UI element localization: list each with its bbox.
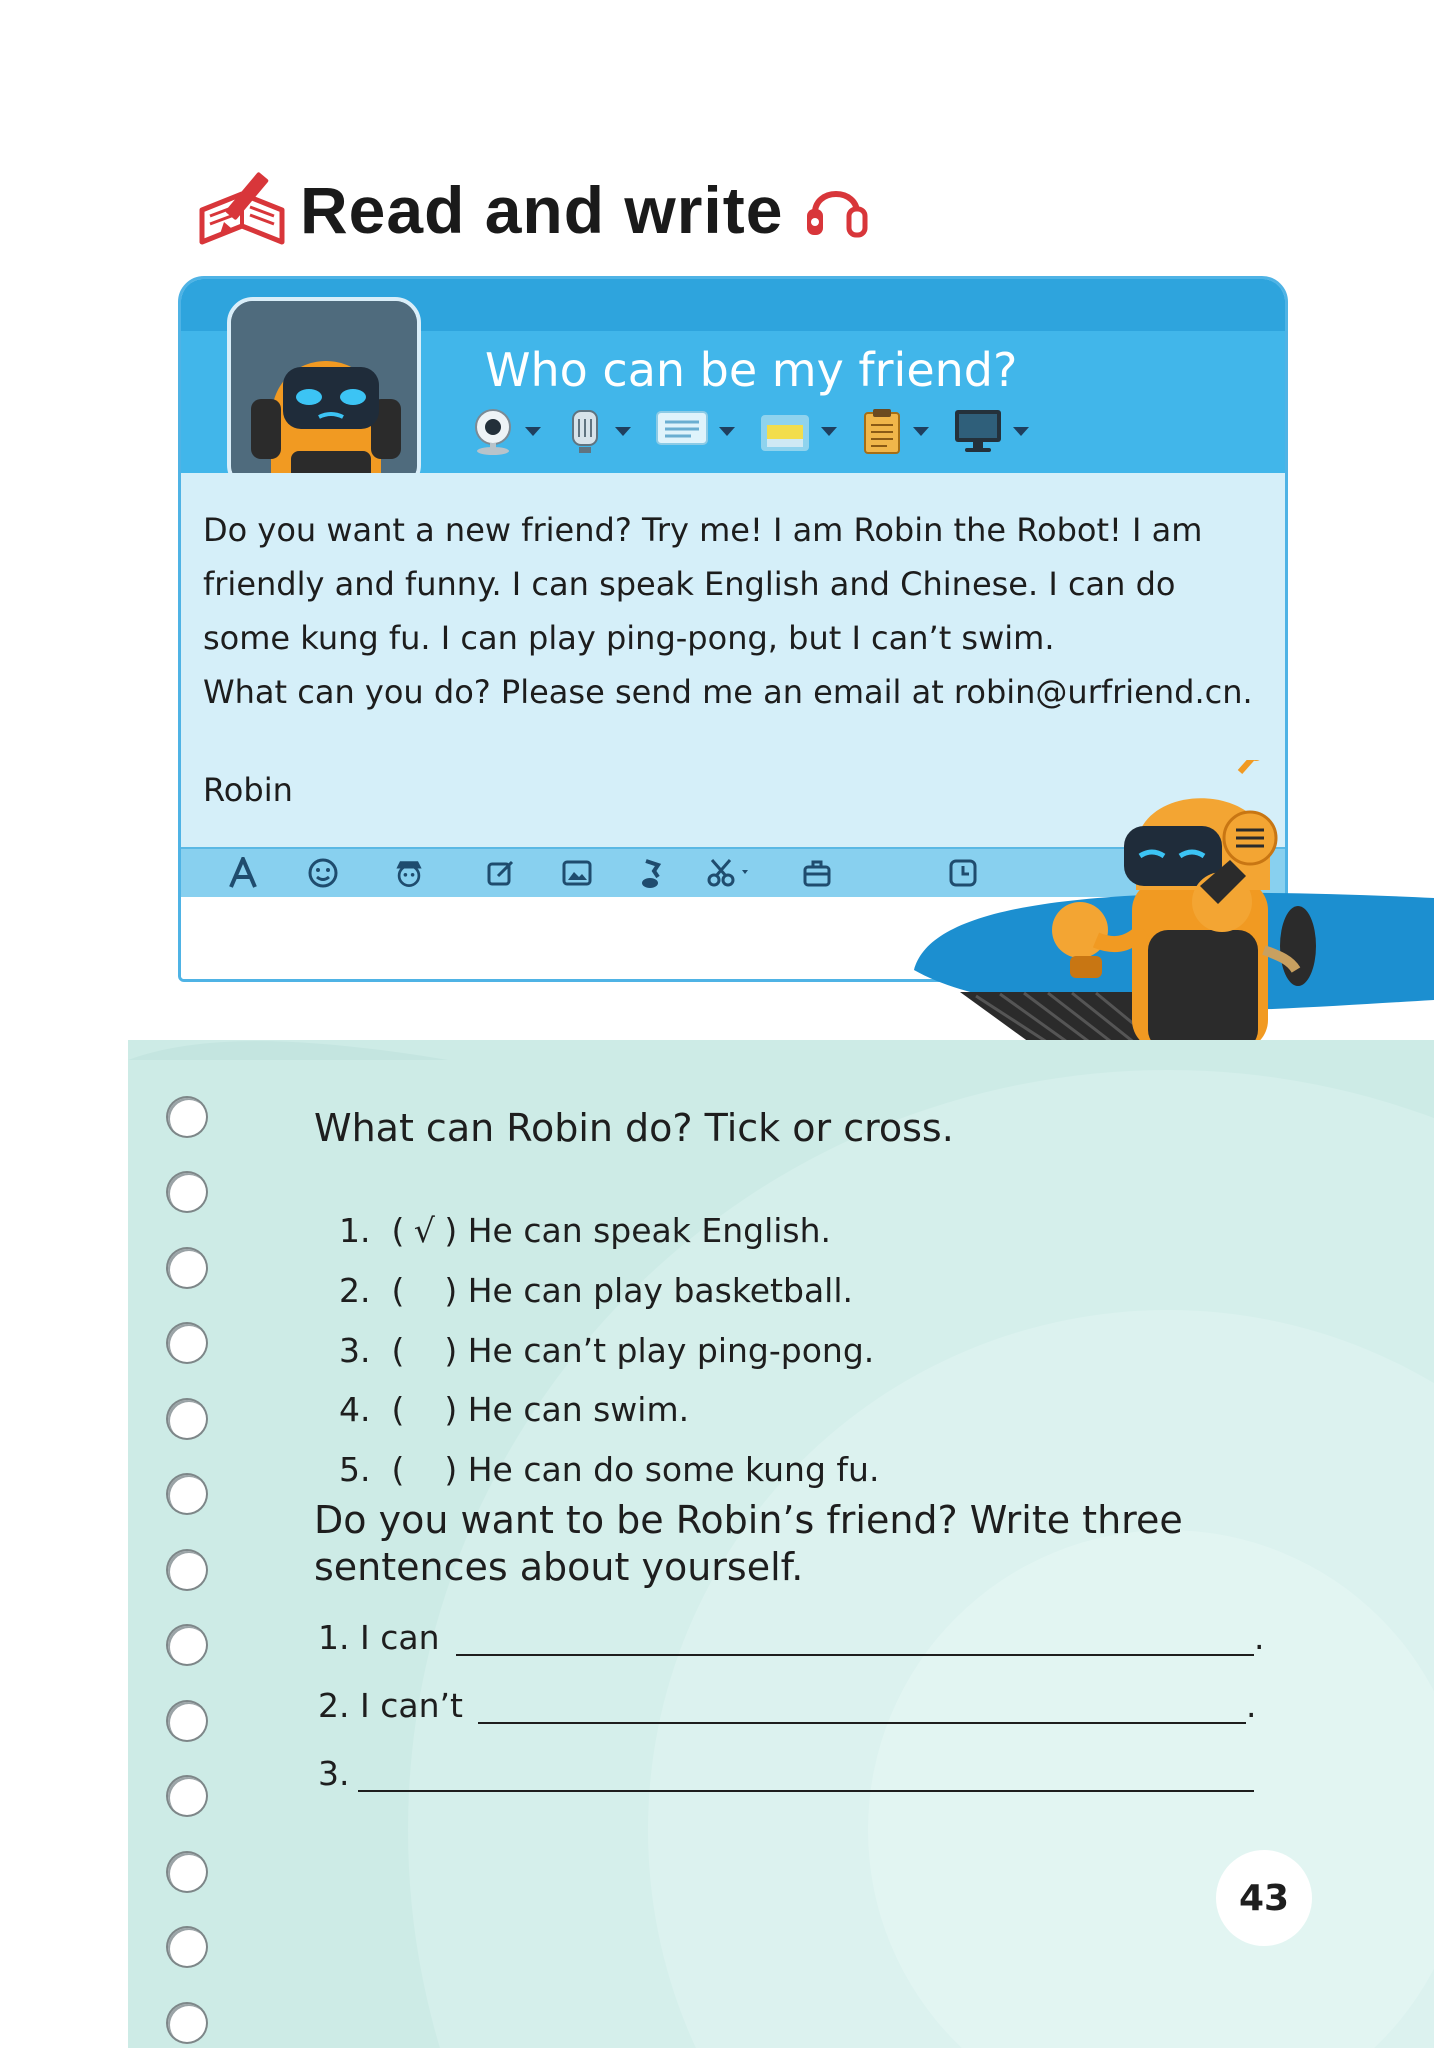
chat-header xyxy=(181,279,1285,473)
chevron-down-icon xyxy=(913,427,929,436)
heading-title: Read and write xyxy=(300,173,784,247)
edit-button[interactable] xyxy=(483,855,519,891)
answer-line[interactable] xyxy=(478,1722,1246,1724)
folder-tool[interactable] xyxy=(759,409,837,453)
ring xyxy=(168,2004,206,2042)
exercise1-item: 2. ( ) He can play basketball. xyxy=(338,1271,853,1310)
exercise1-item: 3. ( ) He can’t play ping-pong. xyxy=(338,1331,875,1370)
folder-icon xyxy=(759,409,811,453)
music-icon xyxy=(638,857,664,889)
item-number: 3. xyxy=(338,1331,371,1370)
chat-title: Who can be my friend? xyxy=(485,343,1018,397)
message-line: What can you do? Please send me an email at robin@urfriend.cn. xyxy=(203,673,1253,711)
webcam-tool[interactable] xyxy=(471,407,541,455)
sentence-end: . xyxy=(1254,1618,1265,1657)
ring xyxy=(168,1551,206,1589)
microphone-tool[interactable] xyxy=(565,407,631,455)
item-text: He can swim. xyxy=(467,1390,690,1429)
avatar-button[interactable] xyxy=(391,855,427,891)
gift-icon xyxy=(802,859,832,887)
notepad-tool[interactable] xyxy=(861,407,929,455)
exercise1-item: 1. ( √ ) He can speak English. xyxy=(338,1211,832,1250)
section-heading xyxy=(196,160,869,260)
notepad-icon xyxy=(861,407,903,455)
ring xyxy=(168,1324,206,1362)
answer-line[interactable] xyxy=(358,1790,1254,1792)
chevron-down-icon xyxy=(525,427,541,436)
microphone-icon xyxy=(565,407,605,455)
chevron-down-icon xyxy=(1013,427,1029,436)
robot-on-phone-illustration xyxy=(900,760,1434,1040)
monitor-tool[interactable] xyxy=(953,408,1029,454)
exercise1-item: 5. ( ) He can do some kung fu. xyxy=(338,1450,880,1489)
music-button[interactable] xyxy=(633,855,669,891)
tick-box[interactable]: √ xyxy=(413,1211,435,1250)
ring xyxy=(168,1928,206,1966)
sentence-end: . xyxy=(1246,1686,1257,1725)
scissors-icon xyxy=(706,858,754,888)
item-text: He can do some kung fu. xyxy=(467,1450,880,1489)
monitor-icon xyxy=(953,408,1003,454)
image-icon xyxy=(562,859,592,887)
ring xyxy=(168,1249,206,1287)
message-line: Do you want a new friend? Try me! I am Robin the Robot! I am xyxy=(203,511,1203,549)
item-number: 4. xyxy=(338,1390,371,1429)
exercise2-item: 1. I can xyxy=(318,1618,440,1657)
chat-tools xyxy=(471,407,1029,455)
exercise1-item: 4. ( ) He can swim. xyxy=(338,1390,690,1429)
ring xyxy=(168,1400,206,1438)
item-number: 5. xyxy=(338,1450,371,1489)
ring xyxy=(168,1853,206,1891)
answer-line[interactable] xyxy=(456,1654,1254,1656)
item-number: 1. xyxy=(338,1211,371,1250)
headset-icon xyxy=(803,175,869,245)
image-button[interactable] xyxy=(559,855,595,891)
chevron-down-icon xyxy=(821,427,837,436)
ring xyxy=(168,1173,206,1211)
message-icon xyxy=(655,410,709,452)
ring xyxy=(168,1626,206,1664)
exercise1-title: What can Robin do? Tick or cross. xyxy=(314,1106,954,1150)
item-number: 2. xyxy=(338,1271,371,1310)
font-button[interactable] xyxy=(225,855,261,891)
emoji-button[interactable] xyxy=(305,855,341,891)
item-text: He can’t play ping-pong. xyxy=(467,1331,875,1370)
exercise2-item: 2. I can’t xyxy=(318,1686,463,1725)
ring xyxy=(168,1475,206,1513)
ring xyxy=(168,1702,206,1740)
message-signature: Robin xyxy=(203,771,293,809)
message-line: friendly and funny. I can speak English and Chinese. I can do xyxy=(203,565,1176,603)
smiley-icon xyxy=(307,857,339,889)
robot-avatar xyxy=(227,297,421,491)
chevron-down-icon xyxy=(719,427,735,436)
edit-icon xyxy=(486,858,516,888)
gift-button[interactable] xyxy=(799,855,835,891)
page-number: 43 xyxy=(1216,1850,1312,1946)
ring xyxy=(168,1777,206,1815)
item-text: He can play basketball. xyxy=(467,1271,853,1310)
exercise2-title: Do you want to be Robin’s friend? Write three xyxy=(314,1498,1183,1542)
chevron-down-icon xyxy=(615,427,631,436)
webcam-icon xyxy=(471,407,515,455)
avatar-icon xyxy=(391,856,427,890)
exercise2-item: 3. xyxy=(318,1754,350,1793)
item-text: He can speak English. xyxy=(467,1211,832,1250)
message-line: some kung fu. I can play ping-pong, but I can’t swim. xyxy=(203,619,1055,657)
exercise2-title-line2: sentences about yourself. xyxy=(314,1545,804,1589)
message-tool[interactable] xyxy=(655,410,735,452)
book-pencil-icon xyxy=(196,164,288,256)
chat-message xyxy=(203,503,1273,719)
screenshot-button[interactable] xyxy=(705,855,755,891)
font-icon xyxy=(227,857,259,889)
ring xyxy=(168,1098,206,1136)
